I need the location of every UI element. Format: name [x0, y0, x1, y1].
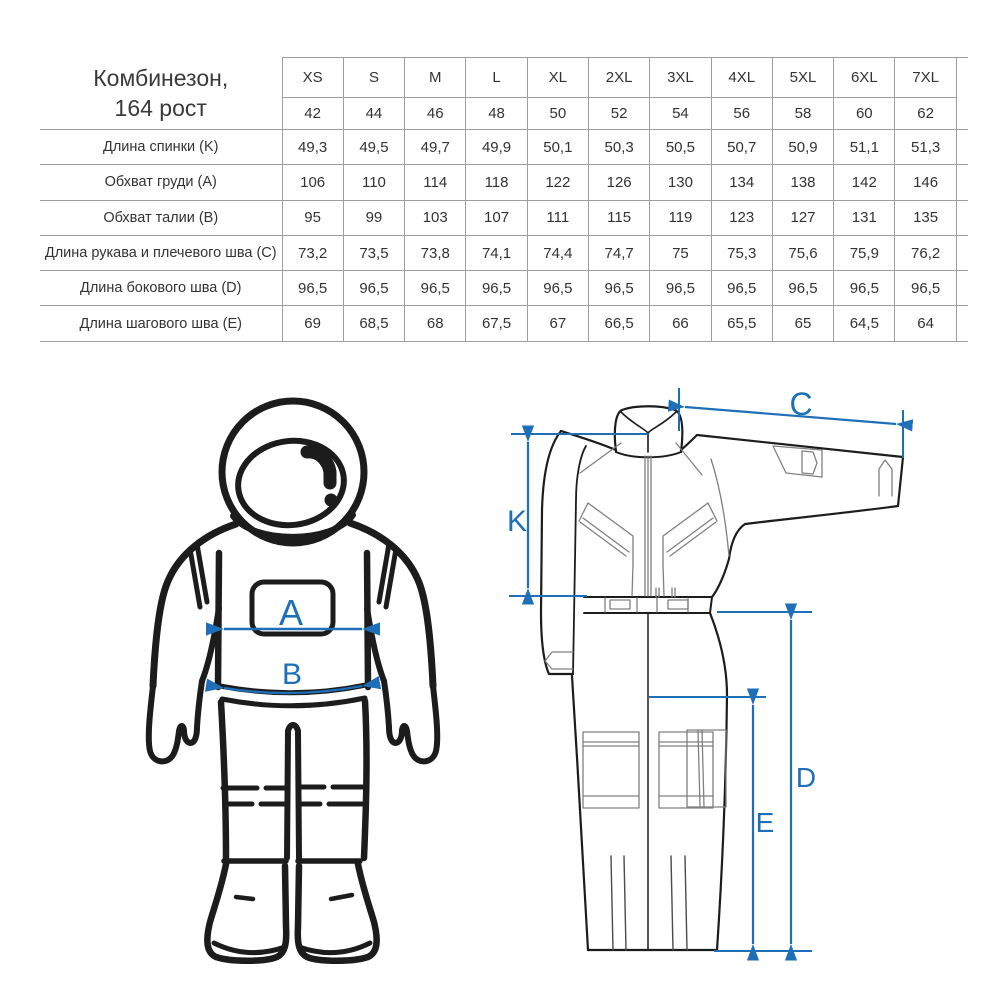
dim-label-B: B	[281, 658, 303, 691]
right-shoulder-seam	[379, 544, 396, 607]
value-cell: 69	[282, 306, 343, 341]
size-header-l: L	[466, 58, 527, 98]
hanging-sleeve-inner	[573, 446, 586, 674]
value-cell: 146	[895, 165, 956, 200]
size-header-s: S	[343, 58, 404, 98]
value-cell: 49,3	[282, 130, 343, 165]
zipper-lines	[645, 456, 651, 596]
value-cell: 67,5	[466, 306, 527, 341]
size-header-6xl: 6XL	[834, 58, 895, 98]
right-chest-pocket	[663, 503, 717, 596]
value-cell: 76,2	[895, 235, 956, 270]
value-cell: 119	[650, 200, 711, 235]
size-number-cell: 58	[772, 98, 833, 130]
value-cell: 67	[527, 306, 588, 341]
size-header-3xl: 3XL	[650, 58, 711, 98]
value-cell: 130	[650, 165, 711, 200]
value-cell: 96,5	[405, 271, 466, 306]
row-label: Длина рукава и плечевого шва (C)	[40, 235, 282, 270]
left-arm-outer	[153, 524, 236, 686]
value-cell: 75,6	[772, 235, 833, 270]
value-cell: 96,5	[895, 271, 956, 306]
value-cell: 75,3	[711, 235, 772, 270]
value-cell: 111	[527, 200, 588, 235]
extended-sleeve-bottom	[729, 506, 898, 559]
size-header-7xl: 7XL	[895, 58, 956, 98]
value-cell: 50,7	[711, 130, 772, 165]
value-cell: 74,7	[588, 235, 649, 270]
value-cell: 50,1	[527, 130, 588, 165]
right-armhole-seam	[711, 459, 729, 556]
size-number-cell: 46	[405, 98, 466, 130]
dim-label-C: C	[789, 386, 813, 422]
left-shoulder-seam	[190, 544, 207, 607]
value-cell: 49,5	[343, 130, 404, 165]
size-number-cell: 52	[588, 98, 649, 130]
value-cell: 114	[405, 165, 466, 200]
hanging-cuff-tab	[545, 652, 573, 669]
value-cell: 73,5	[343, 235, 404, 270]
value-cell: 66	[650, 306, 711, 341]
right-leg-outer	[364, 701, 367, 858]
value-cell: 96,5	[343, 271, 404, 306]
dim-label-K: K	[506, 505, 528, 538]
size-number-cell: 50	[527, 98, 588, 130]
size-number-cell: 56	[711, 98, 772, 130]
value-cell: 126	[588, 165, 649, 200]
value-cell: 65,5	[711, 306, 772, 341]
value-cell: 51,1	[834, 130, 895, 165]
boot-ticks	[236, 895, 352, 899]
waistband-outline	[584, 597, 712, 613]
value-cell: 50,9	[772, 130, 833, 165]
size-header-2xl: 2XL	[588, 58, 649, 98]
sleeve-cuff-tab	[879, 460, 892, 496]
value-cell: 65	[772, 306, 833, 341]
size-number-cell: 44	[343, 98, 404, 130]
value-cell: 75,9	[834, 235, 895, 270]
size-header-5xl: 5XL	[772, 58, 833, 98]
value-cell: 51,3	[895, 130, 956, 165]
table-title-line1: Комбинезон,	[93, 64, 229, 91]
value-cell: 107	[466, 200, 527, 235]
value-cell: 96,5	[772, 271, 833, 306]
value-cell: 99	[343, 200, 404, 235]
body-right-side	[712, 559, 729, 597]
size-header-xl: XL	[527, 58, 588, 98]
left-chest-pocket	[579, 503, 633, 596]
value-cell: 68,5	[343, 306, 404, 341]
value-cell: 110	[343, 165, 404, 200]
front-view-dimensions	[224, 592, 362, 693]
value-cell: 74,4	[527, 235, 588, 270]
size-header-xs: XS	[282, 58, 343, 98]
value-cell: 95	[282, 200, 343, 235]
dim-label-E: E	[755, 807, 775, 838]
value-cell: 96,5	[711, 271, 772, 306]
hem-stitch-lines	[611, 856, 687, 950]
row-label: Обхват груди (A)	[40, 165, 282, 200]
value-cell: 103	[405, 200, 466, 235]
value-cell: 106	[282, 165, 343, 200]
value-cell: 96,5	[834, 271, 895, 306]
size-number-cell: 54	[650, 98, 711, 130]
value-cell: 96,5	[282, 271, 343, 306]
left-boot-sole	[214, 943, 285, 953]
value-cell: 96,5	[527, 271, 588, 306]
value-cell: 49,9	[466, 130, 527, 165]
dim-label-A: A	[278, 592, 304, 633]
size-header-m: M	[405, 58, 466, 98]
right-glove	[384, 681, 437, 761]
size-number-cell: 48	[466, 98, 527, 130]
dim-label-D: D	[795, 762, 817, 793]
value-cell: 50,5	[650, 130, 711, 165]
value-cell: 74,1	[466, 235, 527, 270]
right-arm-outer	[350, 523, 433, 686]
belt-loop-right	[668, 600, 688, 609]
coverall-flat-figure	[541, 406, 903, 950]
size-number-cell: 62	[895, 98, 956, 130]
value-cell: 134	[711, 165, 772, 200]
sleeve-pocket	[773, 446, 822, 477]
cargo-pocket-left-lines	[583, 742, 639, 796]
value-cell: 142	[834, 165, 895, 200]
cargo-pocket-right-lines	[659, 742, 713, 796]
left-glove	[149, 681, 202, 761]
extended-sleeve-top	[681, 435, 903, 457]
value-cell: 66,5	[588, 306, 649, 341]
value-cell: 73,2	[282, 235, 343, 270]
size-number-cell: 60	[834, 98, 895, 130]
value-cell: 75	[650, 235, 711, 270]
left-leg-edge	[572, 676, 588, 950]
right-boot-sole	[299, 943, 370, 953]
value-cell: 122	[527, 165, 588, 200]
row-label: Длина шагового шва (E)	[40, 306, 282, 341]
left-leg-outer	[221, 702, 226, 858]
visor-reflection-dot	[325, 494, 338, 507]
belt-loop-left	[610, 600, 630, 609]
value-cell: 96,5	[650, 271, 711, 306]
value-cell: 68	[405, 306, 466, 341]
value-cell: 96,5	[466, 271, 527, 306]
value-cell: 73,8	[405, 235, 466, 270]
size-header-4xl: 4XL	[711, 58, 772, 98]
waistband-ticks	[656, 588, 675, 597]
value-cell: 127	[772, 200, 833, 235]
visor-reflection	[307, 452, 330, 483]
value-cell: 64	[895, 306, 956, 341]
value-cell: 96,5	[588, 271, 649, 306]
value-cell: 64,5	[834, 306, 895, 341]
row-label: Длина бокового шва (D)	[40, 271, 282, 306]
value-cell: 131	[834, 200, 895, 235]
value-cell: 50,3	[588, 130, 649, 165]
row-label: Обхват талии (B)	[40, 200, 282, 235]
legs-inner	[287, 725, 299, 858]
value-cell: 138	[772, 165, 833, 200]
value-cell: 118	[466, 165, 527, 200]
table-title-line2: 164 рост	[114, 95, 207, 122]
value-cell: 123	[711, 200, 772, 235]
hanging-sleeve-outer	[541, 431, 573, 674]
row-label: Длина спинки (K)	[40, 130, 282, 165]
collar-lobes	[621, 412, 676, 452]
value-cell: 115	[588, 200, 649, 235]
size-number-cell: 42	[282, 98, 343, 130]
value-cell: 135	[895, 200, 956, 235]
extended-sleeve-cuff	[898, 457, 903, 506]
value-cell: 49,7	[405, 130, 466, 165]
